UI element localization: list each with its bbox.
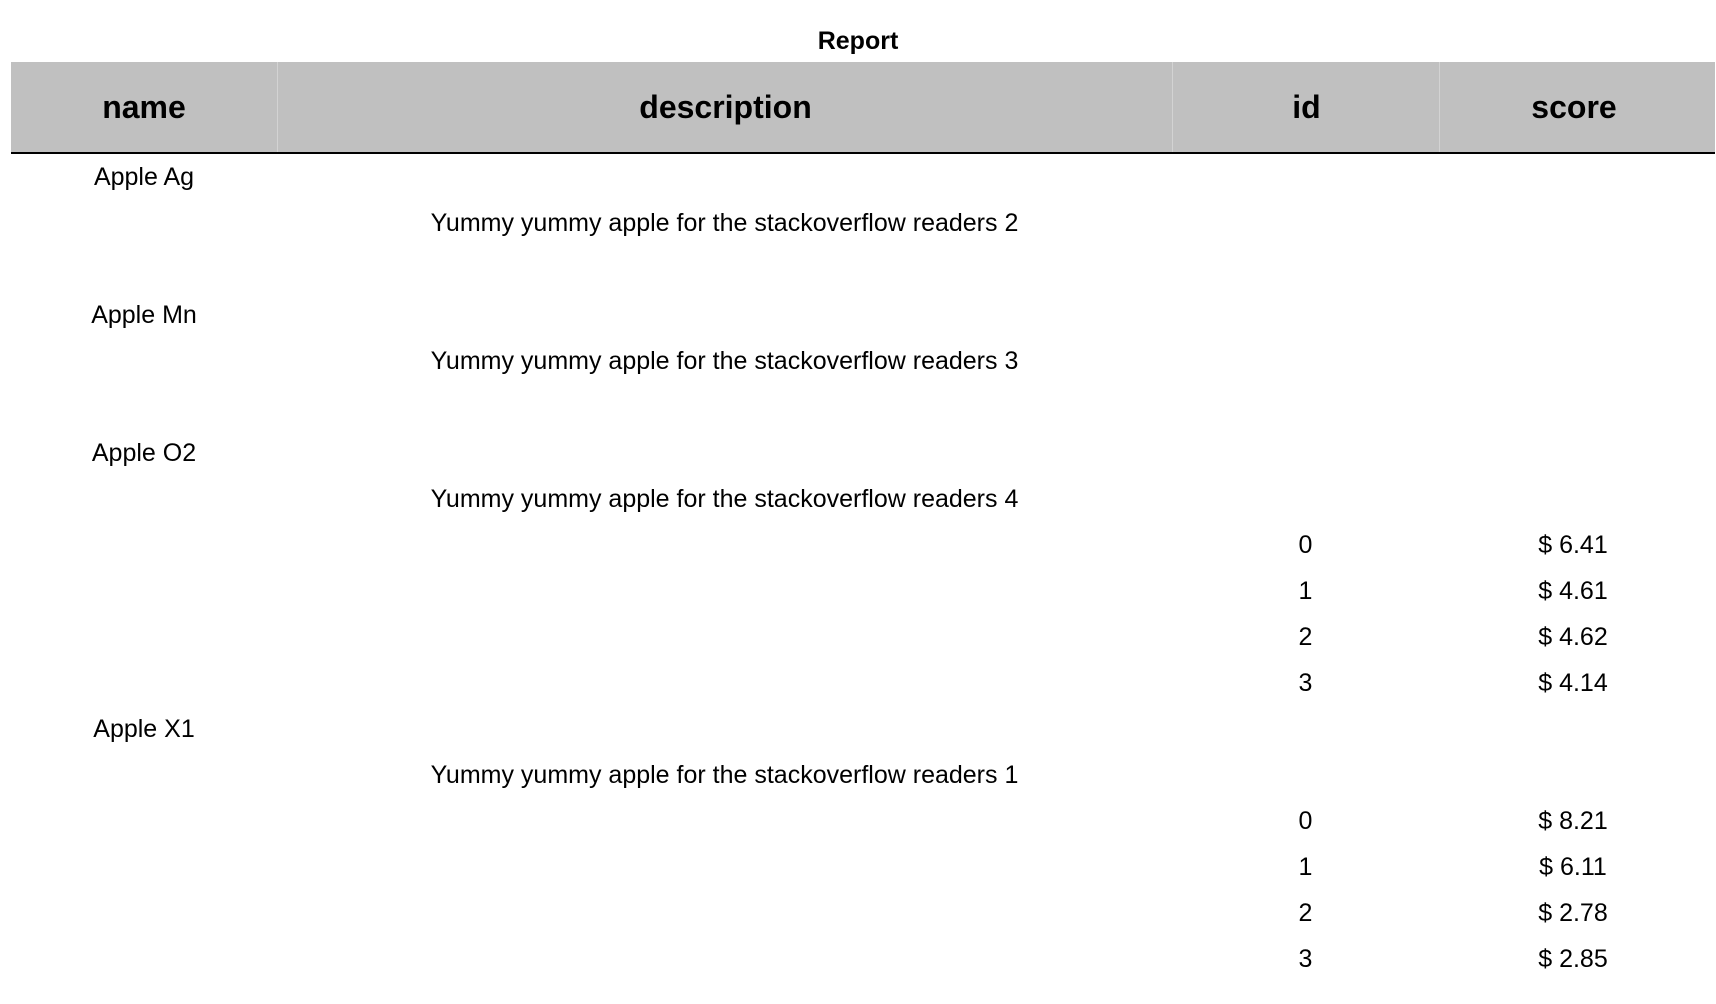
group-spacer: [11, 246, 1715, 292]
group-name-row: [11, 430, 1715, 476]
row-id: 0: [1298, 531, 1313, 559]
report-table: [11, 62, 1715, 982]
table-row: [11, 614, 1715, 660]
row-score: $ 4.62: [1538, 623, 1608, 651]
table-row: [11, 522, 1715, 568]
row-id: 2: [1298, 899, 1313, 927]
group-description-row: [11, 200, 1715, 246]
column-header-score: score: [1439, 62, 1708, 152]
group-name-row: [11, 292, 1715, 338]
report-title: Report: [817, 27, 899, 55]
row-score: $ 4.14: [1538, 669, 1608, 697]
table-header: [11, 62, 1715, 154]
group-description: Yummy yummy apple for the stackoverflow readers 4: [430, 485, 1019, 513]
row-score: $ 8.21: [1538, 807, 1608, 835]
group-description-row: [11, 476, 1715, 522]
column-header-name: name: [102, 88, 186, 125]
table-body: [11, 154, 1715, 982]
row-id: 1: [1298, 577, 1313, 605]
table-row: [11, 798, 1715, 844]
row-score: $ 6.11: [1539, 853, 1607, 881]
group-description-row: [11, 338, 1715, 384]
row-id: 1: [1298, 853, 1313, 881]
row-id: 2: [1298, 623, 1313, 651]
table-row: [11, 568, 1715, 614]
group-name: Apple Ag: [93, 163, 195, 191]
table-row: [11, 890, 1715, 936]
row-score: $ 2.78: [1538, 899, 1608, 927]
column-header-description: description: [277, 62, 1173, 152]
group-description: Yummy yummy apple for the stackoverflow readers 1: [430, 761, 1019, 789]
row-id: 0: [1298, 807, 1313, 835]
group-description-row: [11, 752, 1715, 798]
group-description: Yummy yummy apple for the stackoverflow readers 3: [430, 347, 1019, 375]
group-name-row: [11, 706, 1715, 752]
group-name: Apple X1: [93, 715, 195, 743]
table-row: [11, 844, 1715, 890]
column-header-id: id: [1172, 62, 1440, 152]
table-row: [11, 936, 1715, 982]
group-name: Apple O2: [91, 439, 197, 467]
group-name-row: [11, 154, 1715, 200]
group-spacer: [11, 384, 1715, 430]
row-id: 3: [1298, 669, 1313, 697]
row-score: $ 6.41: [1538, 531, 1608, 559]
table-row: [11, 660, 1715, 706]
row-id: 3: [1298, 945, 1313, 973]
row-score: $ 2.85: [1538, 945, 1608, 973]
group-description: Yummy yummy apple for the stackoverflow readers 2: [430, 209, 1019, 237]
row-score: $ 4.61: [1538, 577, 1608, 605]
group-name: Apple Mn: [91, 301, 197, 329]
